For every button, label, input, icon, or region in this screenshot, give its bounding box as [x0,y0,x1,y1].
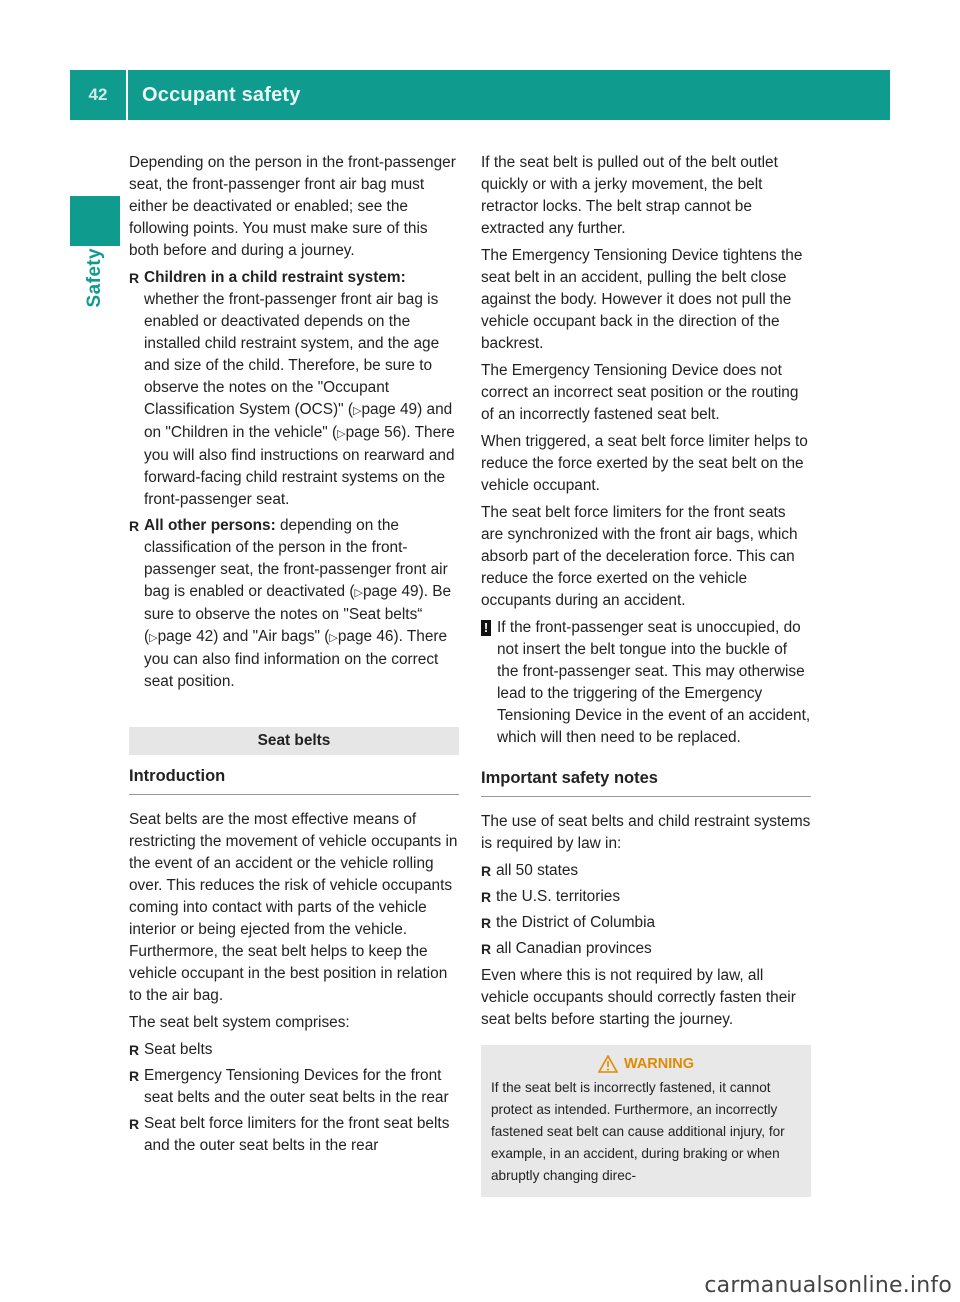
warning-title: WARNING [623,1056,695,1072]
subheading-important-safety-notes: Important safety notes [481,767,811,797]
bullet-icon: R [129,1068,140,1084]
page-ref-icon: ▷ [353,405,362,417]
belt-lock-paragraph: If the seat belt is pulled out of the belt outlet quickly or with a jerky movement, the belt retractor locks. The belt strap cannot be extracted any further. [481,154,778,237]
system-item: Emergency Tensioning Devices for the front seat belts and the outer seat belts in the rear [144,1067,449,1106]
bullet-icon: R [481,863,492,879]
warning-triangle-icon [598,1055,618,1073]
warning-header [491,1053,801,1075]
law-outro: Even where this is not required by law, all vehicle occupants should correctly fasten their seat belts before starting the journey. [481,967,796,1028]
bullet-icon: R [481,915,492,931]
page-ref-link[interactable]: page 42) and "Air bags" ( [157,628,330,645]
force-limiter-paragraph: When triggered, a seat belt force limiter helps to reduce the force exerted by the seat belt on the vehicle occupant. [481,433,808,494]
bullet-icon: R [129,1116,140,1132]
list-item [129,1039,459,1061]
list-item [481,938,811,960]
list-item [129,1113,459,1157]
law-bullets [481,860,811,960]
chapter-tab-label [70,248,120,328]
chapter-label-text: Safety [84,248,105,308]
section-title: Seat belts [257,732,331,749]
system-intro: The seat belt system comprises: [129,1014,350,1031]
law-item: the U.S. territories [496,888,621,905]
law-item: all Canadian provinces [496,940,652,957]
page-ref-link[interactable]: page 49) and on "Children in the vehicle" ( [144,401,453,441]
chapter-tab-block [70,196,120,246]
list-item [129,267,459,511]
bullet-icon: R [481,889,492,905]
law-item: all 50 states [496,862,579,879]
page-header [70,70,890,120]
subheading-introduction: Introduction [129,765,459,795]
left-column [129,152,459,1162]
page-title: Occupant safety [142,83,301,106]
bullet-icon: R [129,518,140,534]
watermark: carmanualsonline.info [704,1273,952,1298]
bullet-text: depending on the classification of the person in the front-passenger seat, the front-passenger front air bag is enabled or deactivated ( [144,517,448,600]
bullet-icon: R [129,1042,140,1058]
introduction-paragraph: Seat belts are the most effective means of restricting the movement of vehicle occupants in the event of an accident or the vehicle rolling over. This reduces the risk of vehicle occupants coming into contact with parts of the vehicle interior or being ejected from the vehicle. Furthermore, the seat belt helps to keep the vehicle occupant in the best position in relation to the air bag. [129,811,458,1004]
page-ref-icon: ▷ [329,632,338,644]
etd-paragraph: The Emergency Tensioning Device tightens the seat belt in an accident, pulling the belt close against the body. However it does not pull the vehicle occupant back in the direction of the backrest. [481,247,803,352]
list-item [481,912,811,934]
system-item: Seat belt force limiters for the front seat belts and the outer seat belts in the rear [144,1115,450,1154]
list-item [129,1065,459,1109]
law-intro: The use of seat belts and child restraint systems is required by law in: [481,813,811,852]
law-item: the District of Columbia [496,914,656,931]
bullet-icon: R [129,270,140,286]
warning-box [481,1045,811,1197]
caution-note [481,617,811,749]
bullet-icon: R [481,941,492,957]
warning-text: If the seat belt is incorrectly fastened, it cannot protect as intended. Furthermore, an incorrectly fastened seat belt can cause additional injury, for example, in an accident, during braking or when abruptly changing direc- [491,1080,785,1183]
list-item [129,515,459,693]
page-ref-icon: ▷ [354,587,363,599]
etd-limits-paragraph: The Emergency Tensioning Device does not correct an incorrect seat position or the routing of an incorrectly fastened seat belt. [481,362,799,423]
intro-paragraph: Depending on the person in the front-passenger seat, the front-passenger front air bag must either be deactivated or enabled; see the following points. You must make sure of this both before and during a journey. [129,154,456,259]
bullet-title: All other persons: [144,517,276,534]
page-ref-link[interactable]: page 46). There you can also find information on the correct seat position. [144,628,448,690]
page-ref-link[interactable]: page 56). There you will also find instructions on rearward and forward-facing child restraint systems on the front-passenger seat. [144,424,455,508]
right-column [481,152,811,1197]
note-text: If the front-passenger seat is unoccupied, do not insert the belt tongue into the buckle of the front-passenger seat. This may otherwise lead to the triggering of the Emergency Tensioning Device in the event of an accident, which will then need to be replaced. [497,619,811,746]
page-ref-icon: ▷ [149,632,158,644]
bullet-text: whether the front-passenger front air bag is enabled or deactivated depends on the installed child restraint system, and the age and size of the child. Therefore, be sure to observe the notes on the "Occupant Classification System (OCS)" ( [144,291,440,418]
person-bullets [129,267,459,693]
page-number: 42 [88,85,108,104]
list-item [481,886,811,908]
synchronized-paragraph: The seat belt force limiters for the front seats are synchronized with the front air bags, which absorb part of the deceleration force. This can reduce the force exerted on the vehicle occupants during an accident. [481,504,798,609]
section-title-bar [129,727,459,755]
system-bullets [129,1039,459,1157]
system-item: Seat belts [144,1041,213,1058]
list-item [481,860,811,882]
exclamation-icon: ! [481,620,491,636]
page-ref-link[interactable]: page 49). Be sure to observe the notes on "Seat belts“ ( [144,583,452,645]
page-ref-icon: ▷ [337,428,346,440]
bullet-title: Children in a child restraint system: [144,269,406,286]
